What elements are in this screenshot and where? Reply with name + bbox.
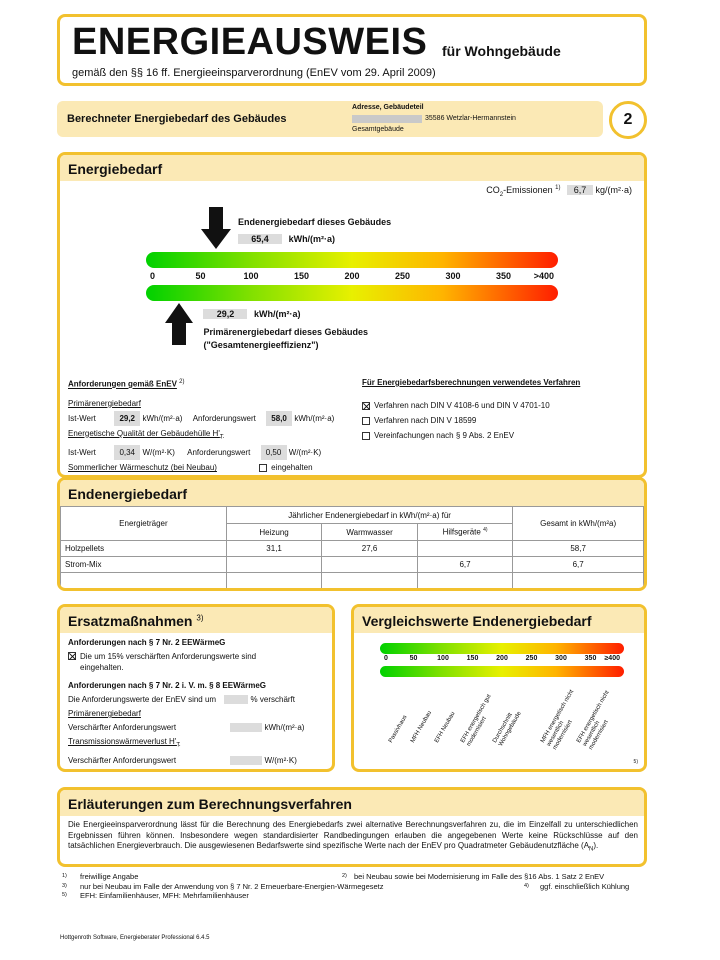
co2-unit: kg/(m²·a)	[595, 185, 632, 195]
requirements-footnote: 2)	[179, 379, 185, 385]
footnote-4-num: 4)	[524, 882, 529, 889]
vergleich-category-label: EFH energetisch nicht wesentlich modernisiert	[576, 689, 611, 751]
scale-tick-label: 0	[150, 271, 156, 281]
vergleich-category-label: EFH Neubau	[434, 710, 457, 744]
requirements-block	[68, 375, 358, 475]
ersatz-check-line2: eingehalten.	[80, 663, 124, 672]
cell-heating: 31,1	[226, 541, 321, 557]
endenergie-table	[60, 506, 644, 589]
table-row	[61, 557, 644, 573]
primaerenergie-value-row	[203, 309, 300, 319]
method-checkbox[interactable]	[362, 417, 370, 425]
endenergie-title: Endenergiebedarf	[68, 486, 188, 502]
vergleich-title: Vergleichswerte Endenergiebedarf	[362, 613, 592, 629]
vergleich-categories	[380, 679, 624, 759]
method-checkbox-checked[interactable]	[362, 402, 370, 410]
scale-tick-label: 150	[293, 271, 310, 281]
erlaeuterungen-header	[60, 790, 644, 816]
ersatz-trans-sub: T	[176, 742, 181, 749]
scale-bar-bottom	[146, 285, 558, 301]
footnote-3: nur bei Neubau im Falle der Anwendung von § 7 Nr. 2 Erneuerbare-Energien-Wärmegesetz	[80, 881, 384, 891]
ist-value: 29,2	[114, 411, 140, 426]
page-number-badge	[609, 101, 647, 139]
vergleich-tick-label: 350	[584, 655, 597, 662]
anf-value: 58,0	[266, 411, 292, 426]
vergleich-tick-label: 150	[466, 655, 479, 662]
primary-req-title: Primärenergiebedarf	[68, 398, 141, 408]
summer-checkbox[interactable]	[259, 464, 267, 472]
erlaeuterungen-body	[68, 820, 638, 855]
primaerenergie-label-line2: ("Gesamtenergieeffizienz")	[203, 340, 319, 350]
footnotes	[62, 872, 647, 901]
requirements-title: Anforderungen gemäß EnEV	[68, 379, 177, 389]
method-item[interactable]	[362, 428, 642, 443]
scale-tick-label: 250	[394, 271, 411, 281]
methods-block	[362, 375, 642, 443]
scale-tick-label: 300	[445, 271, 461, 281]
scale-tick-label: 100	[243, 271, 259, 281]
page-number: 2	[623, 111, 633, 128]
vergleich-footnote: 5)	[633, 759, 638, 765]
summer-check-label: eingehalten	[271, 463, 313, 473]
scale-tick-label: 50	[195, 271, 206, 281]
vergleich-category-label: EFH energetisch gut modernisiert	[460, 693, 493, 748]
vergleich-section	[351, 604, 647, 772]
erlaeuterungen-sub: N	[589, 846, 594, 853]
col-aux: Hilfsgeräte	[442, 527, 481, 537]
ersatz-req1: Anforderungen nach § 7 Nr. 2 EEWärmeG	[68, 638, 226, 647]
anf2-unit: W/(m²·K)	[288, 448, 322, 458]
method-label: Vereinfachungen nach § 9 Abs. 2 EnEV	[374, 431, 515, 440]
footnote-5-num: 5)	[62, 892, 67, 898]
co2-row	[486, 185, 632, 198]
ersatz-sharp1: Verschärfter Anforderungswert	[68, 723, 177, 732]
ersatz-checkbox[interactable]	[68, 652, 76, 660]
co2-footnote: 1)	[555, 185, 561, 191]
vergleich-tick-label: 300	[555, 655, 567, 662]
primaerenergie-marker-arrow	[165, 303, 193, 345]
col-heating: Heizung	[226, 524, 321, 541]
co2-sub: 2	[499, 191, 504, 198]
ist2-unit: W/(m²·K)	[142, 448, 175, 458]
ersatz-sharp1-field	[230, 723, 262, 732]
vergleich-category-label: MFH energetisch nicht wesentlich modernisiert	[540, 689, 576, 751]
ersatz-sharp2-field	[230, 756, 262, 765]
erlaeuterungen-title: Erläuterungen zum Berechnungsverfahren	[68, 796, 352, 812]
summary-strip	[57, 101, 603, 137]
anf-label: Anforderungswert	[192, 413, 256, 423]
method-label: Verfahren nach DIN V 4108-6 und DIN V 4701-10	[374, 401, 550, 410]
address-label: Adresse, Gebäudeteil	[352, 104, 424, 111]
address-value: 35586 Wetzlar-Hermannstein	[425, 115, 516, 122]
endenergie-marker-label: Endenergiebedarf dieses Gebäudes	[238, 217, 392, 227]
primaerenergie-label-line1: Primärenergiebedarf dieses Gebäudes	[203, 327, 369, 337]
cell-total: 6,7	[513, 557, 644, 573]
ersatz-req2-line: Die Anforderungswerte der EnEV sind um	[68, 695, 217, 704]
energiebedarf-header	[60, 155, 644, 181]
endenergie-value: 65,4	[238, 234, 282, 244]
summer-label: Sommerlicher Wärmeschutz (bei Neubau)	[68, 463, 217, 473]
method-checkbox[interactable]	[362, 432, 370, 440]
footnote-2: bei Neubau sowie bei Modernisierung im Falle des §16 Abs. 1 Satz 2 EnEV	[354, 872, 605, 881]
table-row	[61, 573, 644, 589]
erlaeuterungen-text: Die Energieeinsparverordnung lässt für die Berechnung des Energiebedarfs zwei alternative Berechnungsverfahren zu, die im Einzelfall zu unterschiedlichen Ergebnissen führen können. Insbesondere wegen standardisierter Randbedingungen erlauben die angegebenen Werte keine Rückschlüsse auf den tatsächlichen Energieverbrauch. Die ausgewiesenen Bedarfswerte sind spezifische Werte nach der EnEV pro Quadratmeter Gebäudenutzfläche (A	[68, 820, 638, 850]
primaerenergie-unit: kWh/(m²·a)	[254, 309, 301, 319]
cell-aux: 6,7	[417, 557, 512, 573]
cell-carrier: Holzpellets	[61, 541, 227, 557]
cell-total: 58,7	[513, 541, 644, 557]
method-item[interactable]	[362, 413, 642, 428]
scale-tick-label: 200	[344, 271, 360, 281]
ersatz-sharp1-unit: kWh/(m²·a)	[264, 723, 305, 732]
methods-title: Für Energiebedarfsberechnungen verwendetes Verfahren	[362, 378, 581, 387]
endenergie-marker-value-row	[238, 234, 335, 244]
document-title: ENERGIEAUSWEIS	[72, 21, 428, 63]
software-credit: Hottgenroth Software, Energieberater Professional 6.4.5	[60, 935, 210, 941]
vergleich-header	[354, 607, 644, 633]
scale-tick-label: 350	[495, 271, 512, 281]
vergleich-bar-top	[380, 643, 624, 654]
ersatz-sharp2: Verschärfter Anforderungswert	[68, 755, 177, 765]
scale-ticks	[146, 271, 558, 283]
erlaeuterungen-end: ).	[593, 841, 599, 850]
col-water: Warmwasser	[322, 524, 417, 541]
erlaeuterungen-section	[57, 787, 647, 867]
document-subtitle: für Wohngebäude	[442, 43, 561, 59]
ersatz-req2-unit: % verschärft	[250, 695, 296, 704]
address-redacted	[352, 115, 422, 123]
ersatz-req2: Anforderungen nach § 7 Nr. 2 i. V. m. § 8 EEWärmeG	[68, 681, 266, 690]
endenergie-table-wrap	[60, 506, 644, 589]
scale-bar-top	[146, 252, 558, 268]
ersatz-body	[68, 637, 330, 766]
table-row	[61, 541, 644, 557]
ersatz-check-line1: Die um 15% verschärften Anforderungswerte sind	[80, 652, 257, 661]
vergleich-tick-label: 0	[384, 655, 388, 662]
envelope-sub: T	[219, 434, 224, 441]
vergleich-ticks	[380, 655, 624, 665]
cell-heating	[226, 557, 321, 573]
co2-label: CO	[486, 185, 500, 195]
cell-aux	[417, 541, 512, 557]
vergleich-tick-label: 200	[496, 655, 508, 662]
cell-aux	[417, 573, 512, 589]
primaerenergie-value: 29,2	[203, 309, 247, 319]
strip-label: Berechneter Energiebedarf des Gebäudes	[67, 113, 287, 125]
vergleich-tick-label: 250	[525, 655, 538, 662]
footnote-5: EFH: Einfamilienhäuser, MFH: Mehrfamilienhäuser	[80, 891, 249, 900]
cell-carrier: Strom-Mix	[61, 557, 227, 573]
cell-water: 27,6	[322, 541, 417, 557]
col-total: Gesamt in kWh/(m²a)	[513, 507, 644, 541]
vergleich-tick-label: ≥400	[604, 655, 620, 662]
vergleich-tick-label: 50	[409, 655, 418, 662]
legal-basis: gemäß den §§ 16 ff. Energieeinsparverordnung (EnEV vom 29. April 2009)	[72, 67, 436, 79]
ersatz-trans: Transmissionswärmeverlust H'	[68, 737, 177, 746]
ersatz-percent-field	[224, 695, 248, 704]
footnote-1-num: 1)	[62, 873, 67, 879]
co2-label-rest: -Emissionen	[503, 185, 553, 195]
vergleich-category-label: Passivhaus	[388, 714, 409, 744]
ersatz-section	[57, 604, 335, 772]
anf2-value: 0,50	[261, 445, 287, 460]
vergleich-category-label: MFH Neubau	[410, 710, 434, 744]
anf-unit: kWh/(m²·a)	[294, 413, 335, 423]
building-part: Gesamtgebäude	[352, 126, 404, 133]
ersatz-title: Ersatzmaßnahmen	[68, 613, 193, 629]
cell-water	[322, 557, 417, 573]
endenergie-unit: kWh/(m²·a)	[288, 234, 336, 244]
footnote-2-num: 2)	[342, 873, 347, 879]
ist2-value: 0,34	[114, 445, 140, 460]
method-label: Verfahren nach DIN V 18599	[374, 416, 477, 425]
ersatz-header	[60, 607, 332, 633]
vergleich-category-label: Durchschnitt Wohngebäude	[492, 710, 523, 748]
ersatz-title-row	[68, 613, 204, 629]
ersatz-primary: Primärenergiebedarf	[68, 709, 141, 718]
ersatz-sharp2-unit: W/(m²·K)	[264, 755, 297, 765]
endenergie-section	[57, 477, 647, 591]
header-box	[57, 14, 647, 86]
primaerenergie-label	[203, 326, 368, 352]
footnote-4: ggf. einschließlich Kühlung	[540, 881, 630, 891]
col-group: Jährlicher Endenergiebedarf in kWh/(m²·a) für	[226, 507, 512, 524]
endenergie-header	[60, 480, 644, 506]
energiebedarf-section	[57, 152, 647, 478]
scale-tick-label: >400	[533, 271, 554, 281]
cell-total	[513, 573, 644, 589]
cell-water	[322, 573, 417, 589]
anf2-label: Anforderungswert	[187, 448, 251, 458]
envelope-title: Energetische Qualität der Gebäudehülle H'	[68, 428, 220, 438]
ist2-label: Ist-Wert	[68, 448, 96, 458]
ist-label: Ist-Wert	[68, 413, 96, 423]
vergleich-bar-bottom	[380, 666, 624, 677]
footnote-3-num: 3)	[62, 882, 67, 889]
endenergie-marker-arrow	[201, 207, 231, 249]
col-aux-footnote: 4)	[483, 527, 488, 534]
vergleich-tick-label: 100	[437, 655, 449, 662]
ersatz-footnote: 3)	[196, 613, 204, 623]
cell-carrier	[61, 573, 227, 589]
ist-unit: kWh/(m²·a)	[142, 413, 183, 423]
footnote-1: freiwillige Angabe	[80, 872, 139, 881]
method-item[interactable]	[362, 398, 642, 413]
co2-value: 6,7	[567, 185, 593, 195]
cell-heating	[226, 573, 321, 589]
energiebedarf-title: Energiebedarf	[68, 161, 163, 177]
col-carrier: Energieträger	[61, 507, 227, 541]
